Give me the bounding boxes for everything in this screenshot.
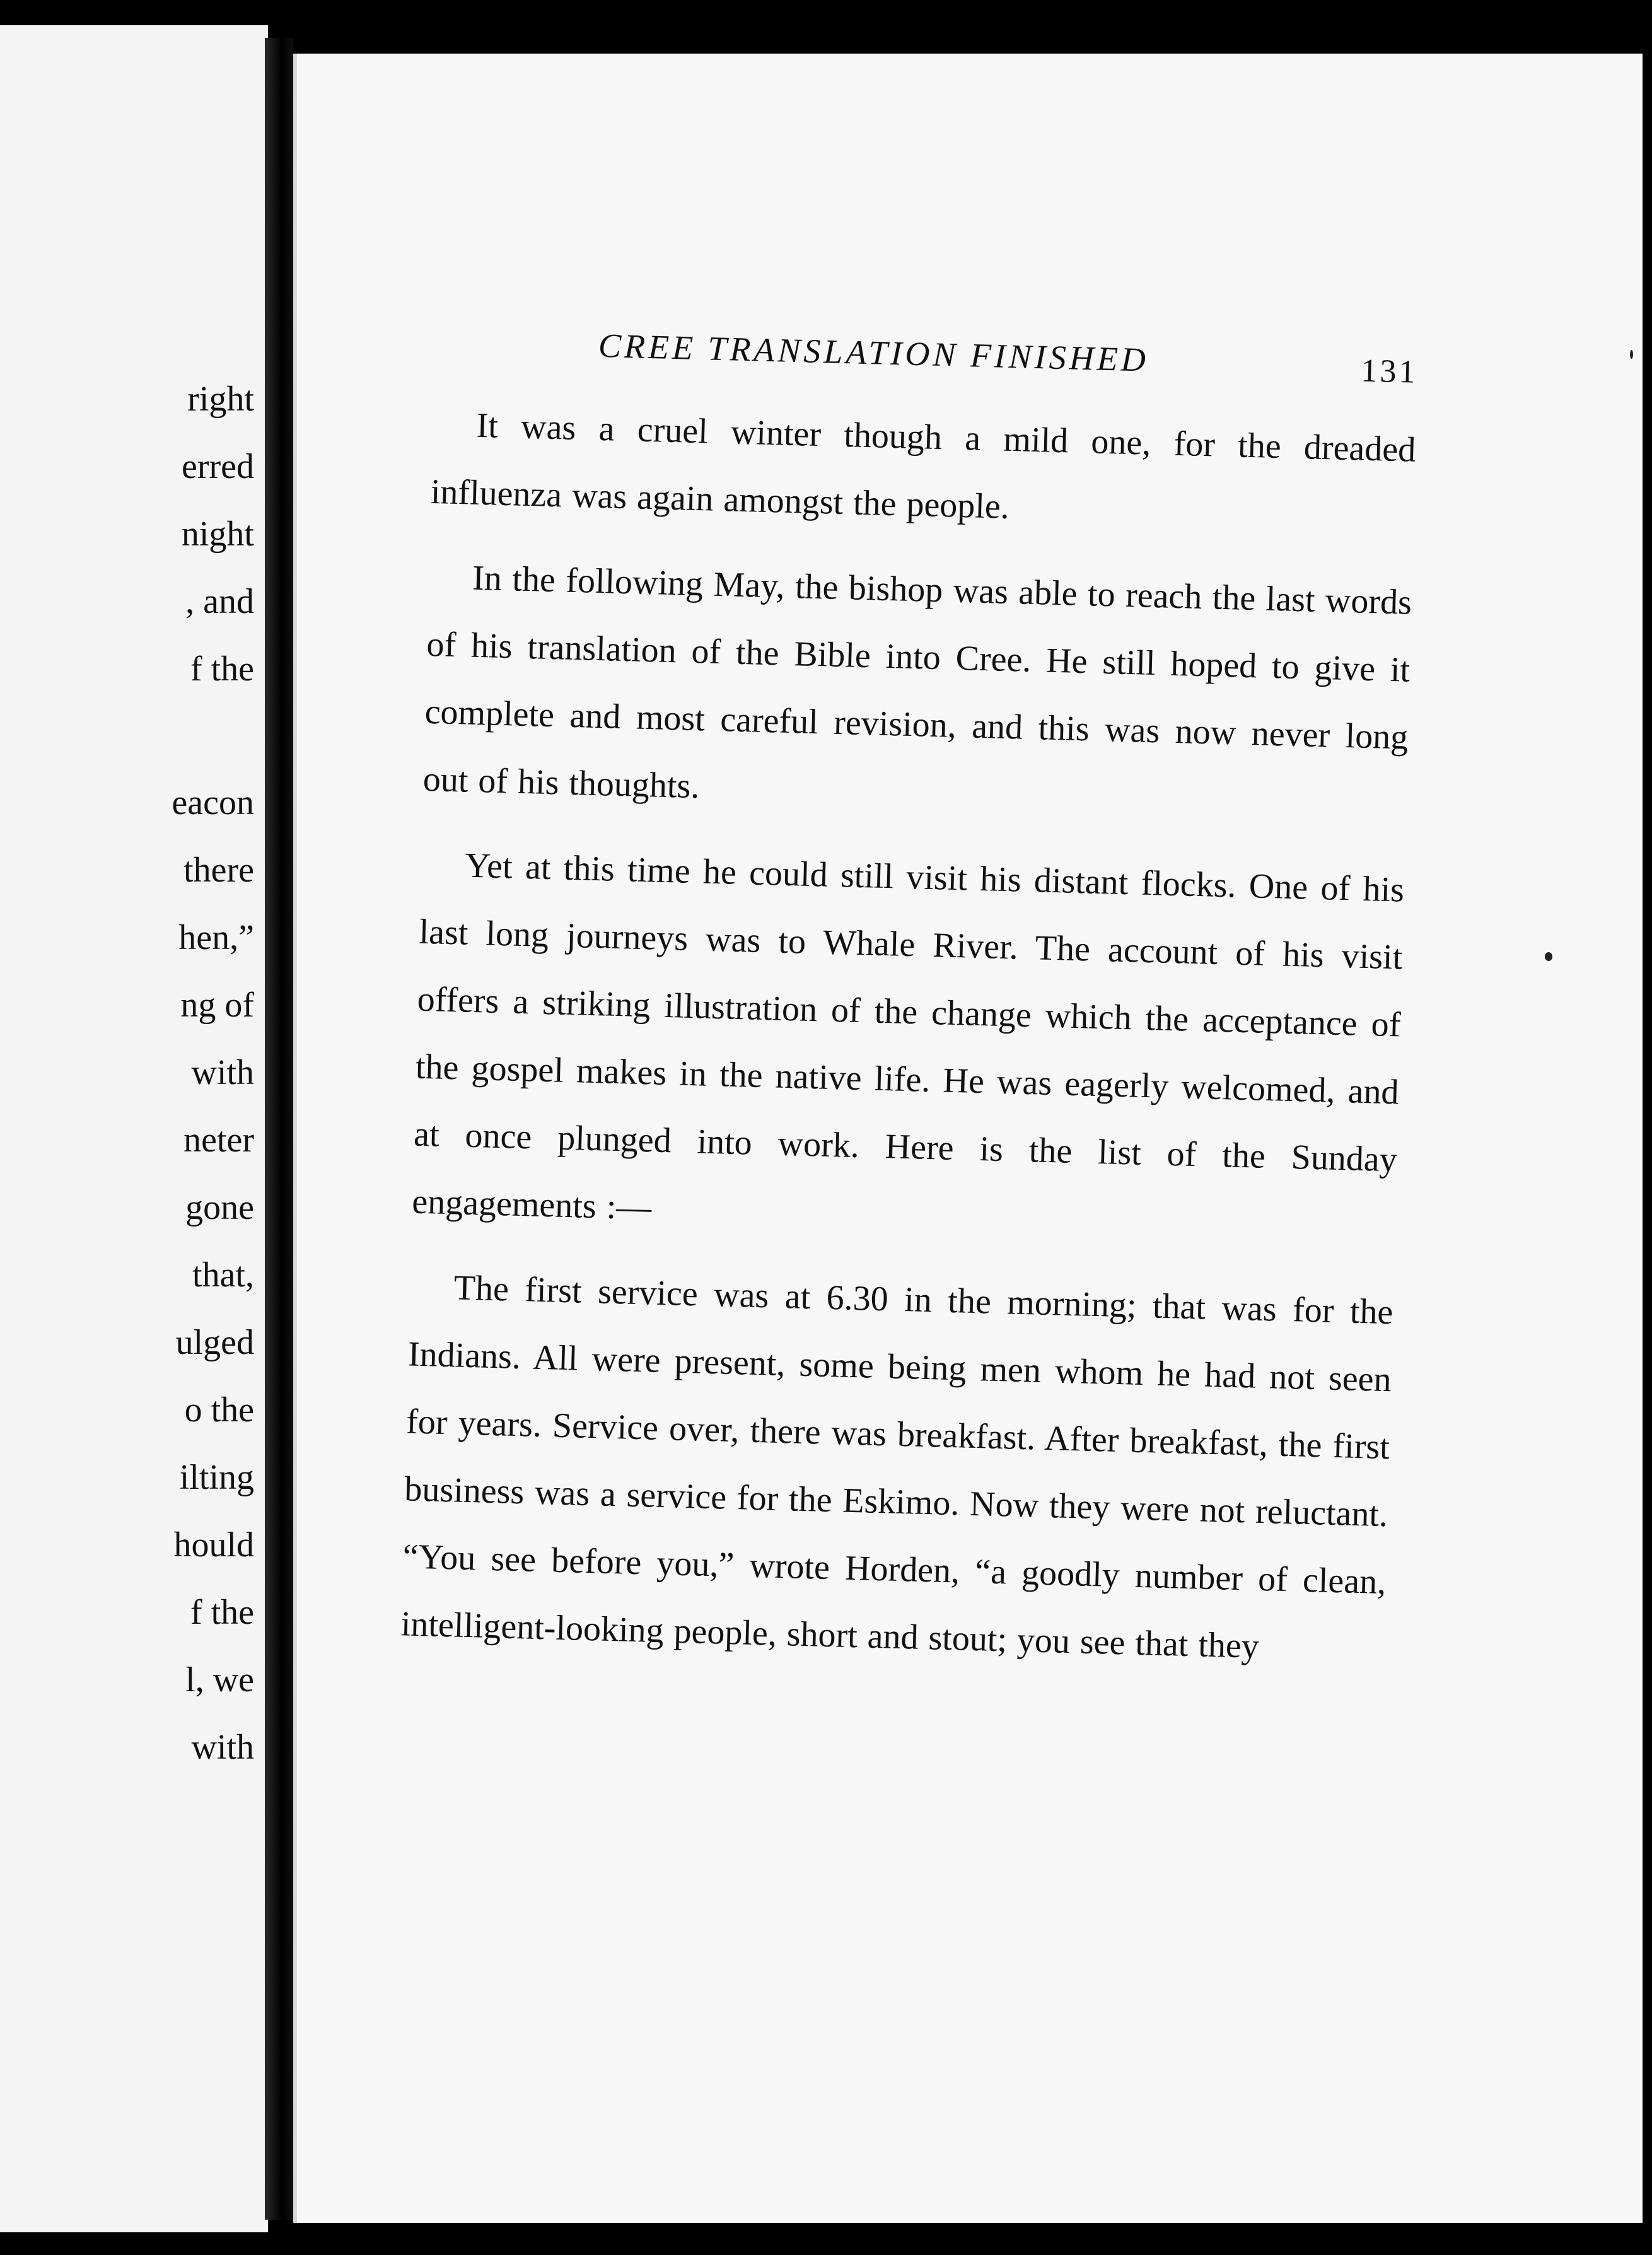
left-page-line: f the bbox=[190, 650, 254, 689]
left-page-line: that, bbox=[192, 1256, 254, 1295]
left-page-line: right bbox=[187, 380, 254, 419]
left-page-line: ulged bbox=[175, 1323, 254, 1362]
left-page-line: f the bbox=[190, 1593, 254, 1632]
paragraph: It was a cruel winter though a mild one, for the dreaded influenza was again amongst the people. bbox=[430, 405, 1417, 527]
paragraph: In the following May, the bishop was able to reach the last words of his translation of the Bible into Cree. He still hoped to give it complete and most careful revision, and this was now never long out of his thoughts. bbox=[422, 558, 1412, 807]
left-page-line: with bbox=[191, 1728, 254, 1767]
left-page-line: , and bbox=[185, 582, 254, 621]
page-body bbox=[400, 322, 1419, 1701]
book-gutter bbox=[265, 38, 293, 2220]
left-page-line: eacon bbox=[172, 783, 254, 822]
left-page-line: neter bbox=[183, 1121, 254, 1160]
facing-page-left bbox=[0, 25, 268, 2232]
left-page-line: there bbox=[183, 851, 254, 890]
left-page-line: hould bbox=[173, 1525, 254, 1565]
left-page-line: night bbox=[181, 515, 254, 554]
page-right bbox=[293, 54, 1643, 2223]
paragraph: Yet at this time he could still visit his distant flocks. One of his last long journeys was to Whale River. The account of his visit offers a striking illustration of the change which the acceptance of the gospel makes in the native life. He was eagerly welcomed, and at once plunged into work. Here is the list of the Sunday engagements :— bbox=[411, 846, 1405, 1228]
left-page-line: with bbox=[191, 1053, 254, 1092]
running-title: CREE TRANSLATION FINISHED bbox=[598, 326, 1149, 379]
left-page-line: l, we bbox=[185, 1660, 254, 1699]
page-speck bbox=[1630, 350, 1633, 359]
left-page-line: erred bbox=[181, 447, 254, 486]
left-page-line: ng of bbox=[180, 986, 254, 1025]
page-speck bbox=[1545, 952, 1552, 961]
left-page-line: ilting bbox=[179, 1458, 254, 1497]
left-page-line: o the bbox=[184, 1390, 254, 1430]
left-page-line: gone bbox=[185, 1188, 254, 1227]
left-page-line: hen,” bbox=[178, 918, 254, 957]
page-number: 131 bbox=[1360, 353, 1419, 390]
paragraph: The first service was at 6.30 in the morning; that was for the Indians. All were present, some being men whom he had not seen for years. Service over, there was breakfast. After breakfast, the first business was a service for the Eskimo. Now they were not reluctant. “You see before you,” wrote Horden, “a goodly number of clean, intelligent-looking people, short and stout; you see that they bbox=[400, 1268, 1394, 1666]
